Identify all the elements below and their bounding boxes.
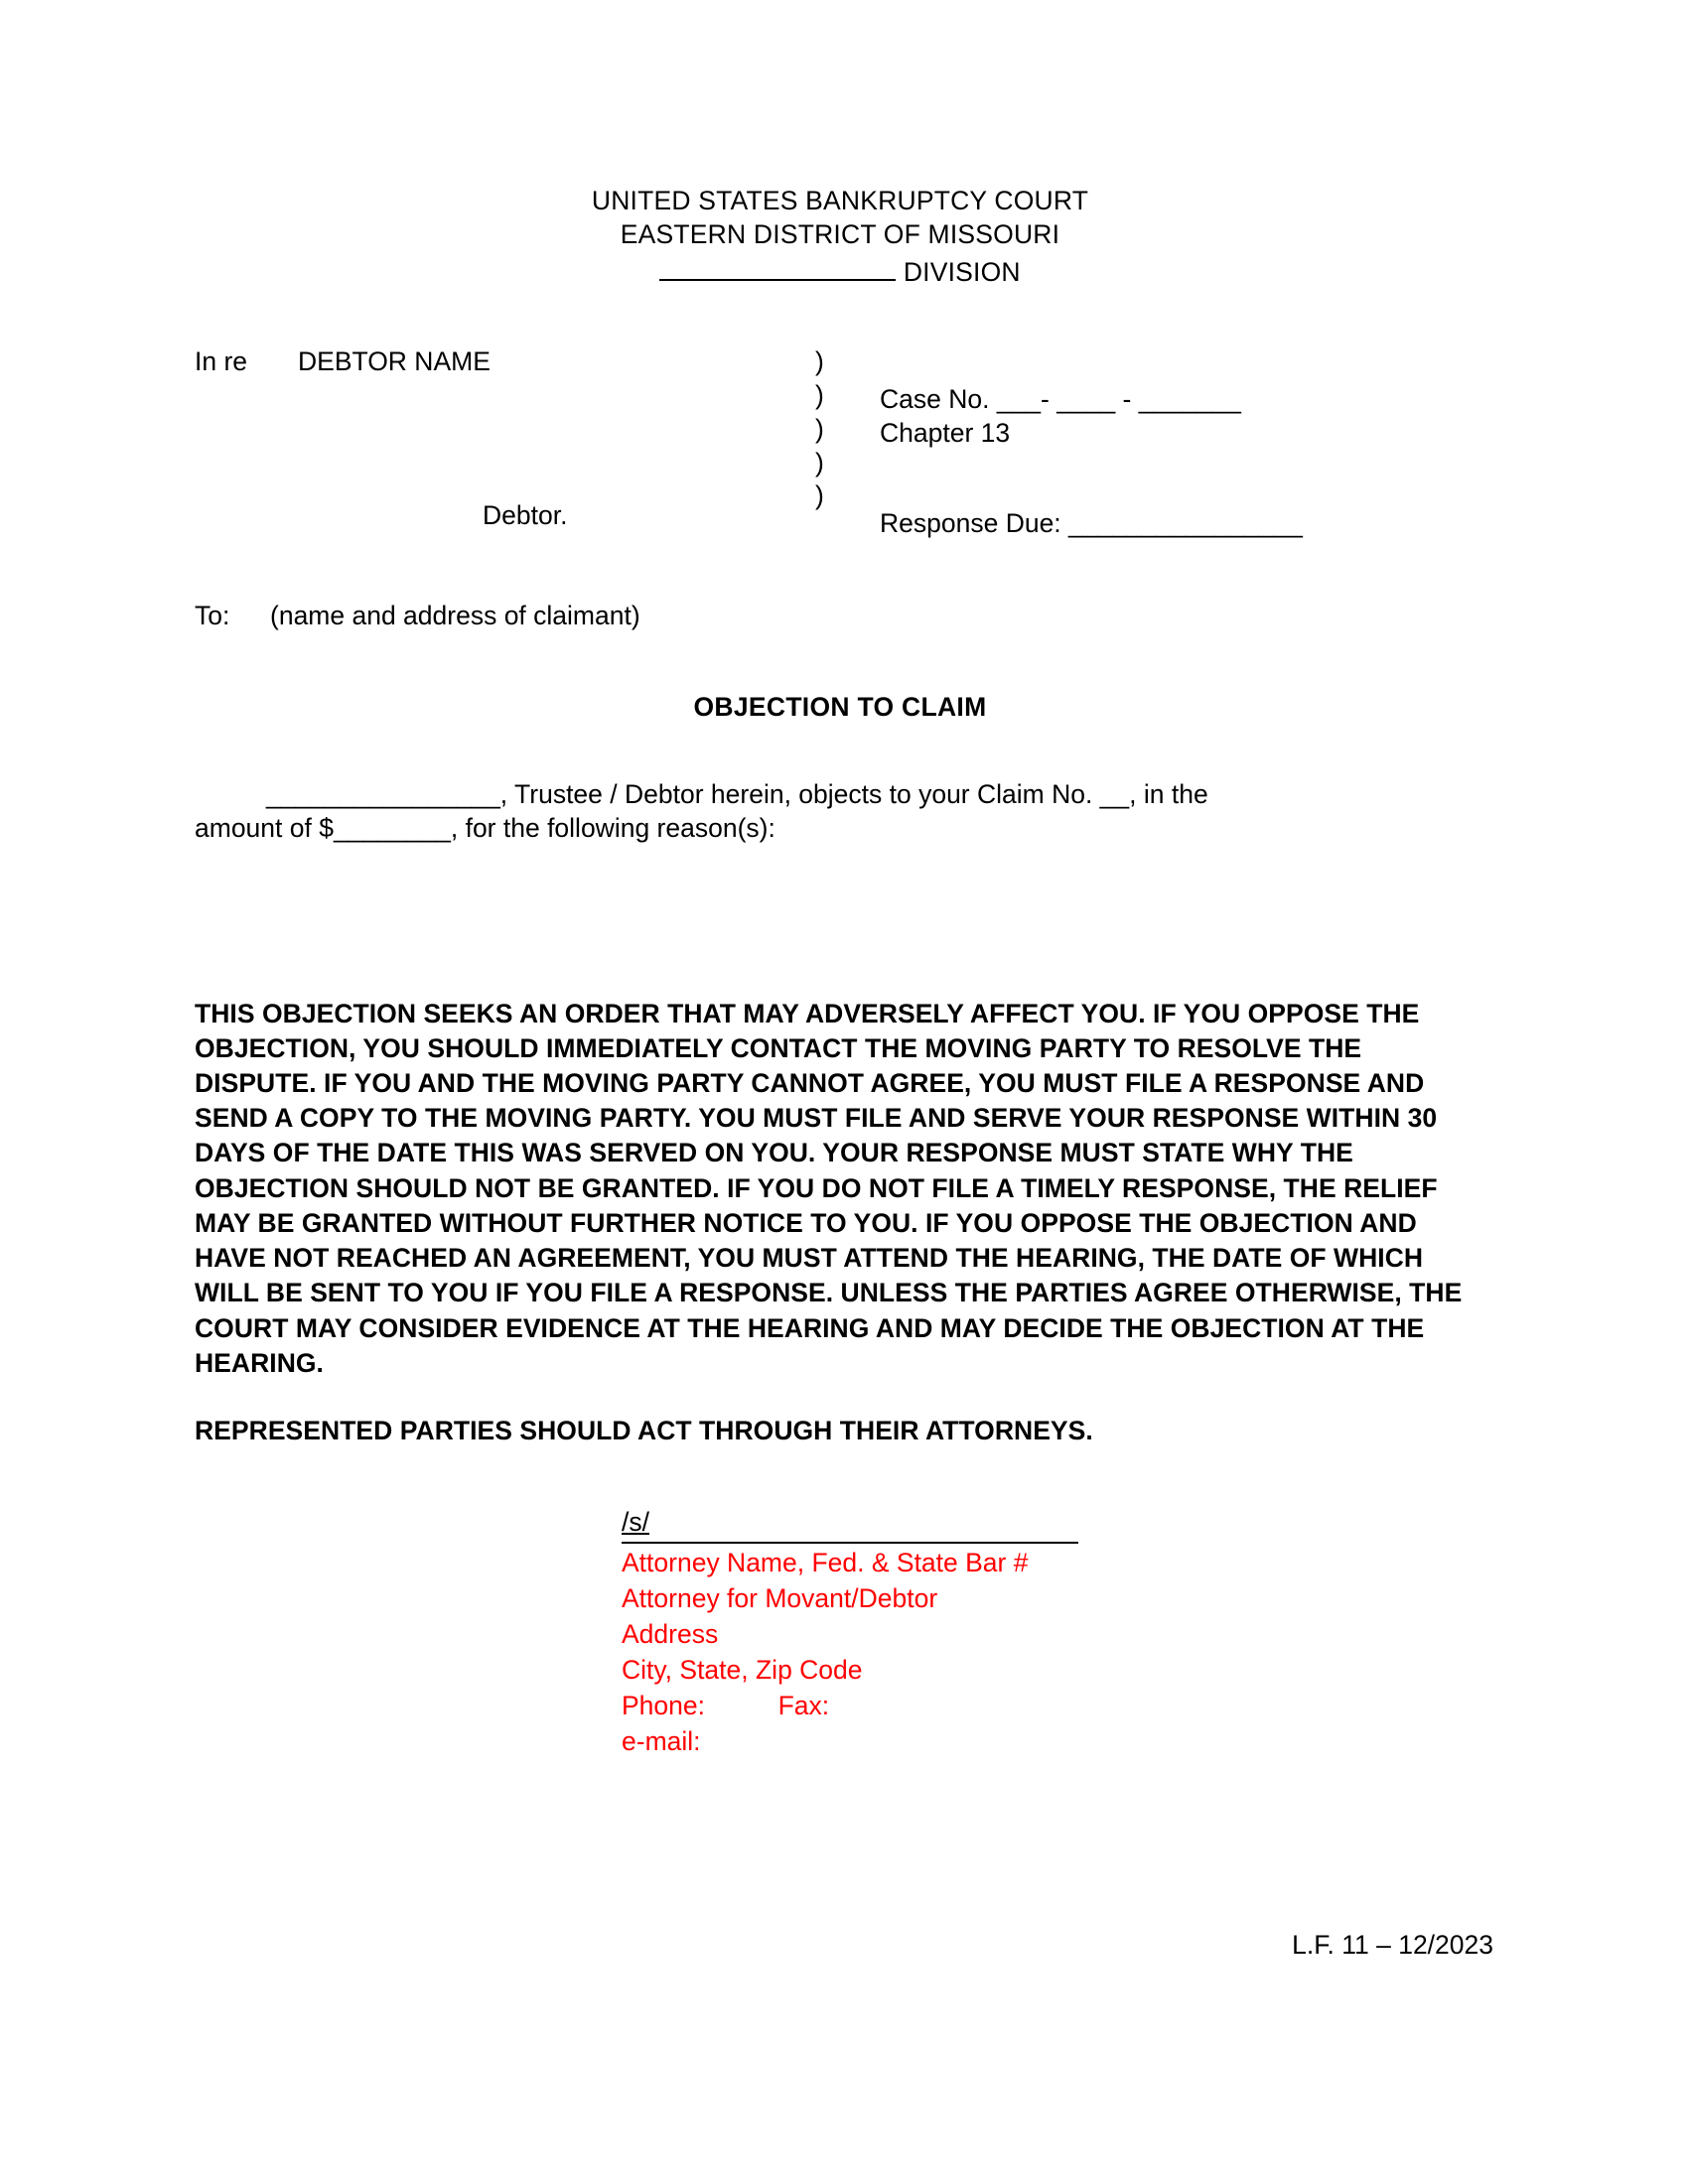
document-body: [195, 185, 1485, 1761]
objection-line-1-text: ________________, Trustee / Debtor herein, objects to your Claim No. __, in the: [266, 778, 1208, 809]
paren-3: ): [815, 413, 824, 444]
signature-line: [622, 1508, 1078, 1544]
form-footer: L.F. 11 – 12/2023: [1292, 1930, 1493, 1960]
attorney-name-line: Attorney Name, Fed. & State Bar #: [622, 1548, 1029, 1577]
paren-5: ): [815, 480, 824, 511]
s-signature-label: /s/: [622, 1507, 649, 1538]
attorney-address-line: Address: [622, 1619, 719, 1649]
attorney-city-state-zip-line: City, State, Zip Code: [622, 1655, 863, 1685]
response-due-line: Response Due: ________________: [880, 507, 1303, 538]
paren-4: ): [815, 447, 824, 478]
to-value: (name and address of claimant): [270, 600, 640, 630]
court-header: [195, 185, 1485, 290]
chapter-line: Chapter 13: [880, 417, 1011, 448]
attorney-info: [622, 1547, 1485, 1761]
to-line: [195, 600, 1485, 633]
notice-paragraph: THIS OBJECTION SEEKS AN ORDER THAT MAY ADVERSELY AFFECT YOU. IF YOU OPPOSE THE OBJECTION, YOU SHOULD IMMEDIATELY CONTACT THE MOVING PARTY TO RESOLVE THE DISPUTE. IF YOU AND THE MOVING PARTY CANNOT AGREE, YOU MUST FILE A RESPONSE AND SEND A COPY TO THE MOVING PARTY. YOU MUST FILE AND SERVE YOUR RESPONSE WITHIN 30 DAYS OF THE DATE THIS WAS SERVED ON YOU. YOUR RESPONSE MUST STATE WHY THE OBJECTION SHOULD NOT BE GRANTED. IF YOU DO NOT FILE A TIMELY RESPONSE, THE RELIEF MAY BE GRANTED WITHOUT FURTHER NOTICE TO YOU. IF YOU OPPOSE THE OBJECTION AND HAVE NOT REACHED AN AGREEMENT, YOU MUST ATTEND THE HEARING, THE DATE OF WHICH WILL BE SENT TO YOU IF YOU FILE A RESPONSE. UNLESS THE PARTIES AGREE OTHERWISE, THE COURT MAY CONSIDER EVIDENCE AT THE HEARING AND MAY DECIDE THE OBJECTION AT THE HEARING.: [195, 998, 1463, 1378]
in-re-label: In re: [195, 345, 248, 376]
debtor-footer-label: Debtor.: [483, 499, 568, 530]
attorney-phone-fax-line: Phone: Fax:: [622, 1691, 830, 1720]
attorney-email-line: e-mail:: [622, 1726, 701, 1756]
objection-statement: [195, 778, 1485, 846]
represented-parties-paragraph: REPRESENTED PARTIES SHOULD ACT THROUGH THEIR ATTORNEYS.: [195, 1416, 1093, 1446]
signature-block: [622, 1508, 1485, 1761]
objection-line-1: [195, 778, 1485, 812]
court-name-line1: UNITED STATES BANKRUPTCY COURT: [591, 186, 1089, 215]
caption-paren-column: [815, 345, 824, 513]
attorney-role-line: Attorney for Movant/Debtor: [622, 1583, 938, 1613]
division-label: DIVISION: [896, 256, 1021, 287]
objection-line-2: amount of $________, for the following reason(s):: [195, 812, 775, 843]
paren-2: ): [815, 379, 824, 410]
debtor-name: DEBTOR NAME: [298, 345, 491, 376]
division-blank: [659, 254, 896, 281]
to-label: To:: [195, 600, 230, 630]
division-line: [195, 254, 1485, 290]
caption-right-column: [880, 383, 1303, 541]
case-number-line: Case No. ___- ____ - _______: [880, 383, 1241, 414]
in-re-line: [195, 345, 491, 379]
paren-1: ): [815, 345, 824, 376]
court-name-line2: EASTERN DISTRICT OF MISSOURI: [620, 218, 1060, 249]
case-caption: [195, 345, 1485, 554]
signature-rule: [622, 1542, 1078, 1544]
page-title: OBJECTION TO CLAIM: [693, 691, 987, 722]
